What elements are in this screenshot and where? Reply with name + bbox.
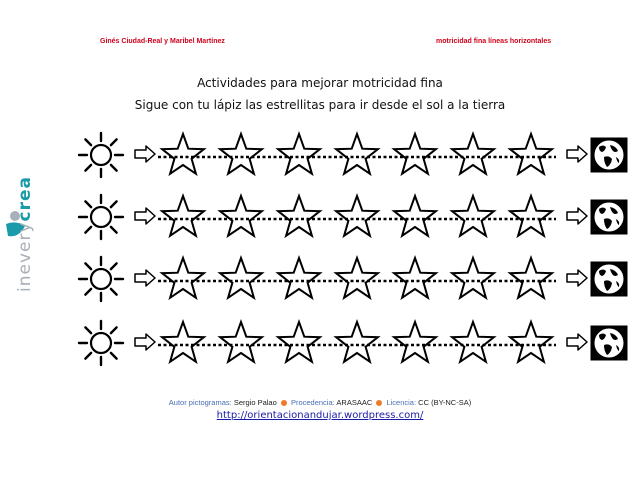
- arrow-right-icon: [566, 269, 588, 287]
- sun-icon: [75, 192, 127, 242]
- earth-icon: [590, 325, 628, 361]
- earth-icon: [590, 199, 628, 235]
- star-icon: [452, 196, 494, 236]
- star-icon: [162, 196, 204, 236]
- star-icon: [336, 258, 378, 298]
- bullet-dot-icon: [281, 400, 287, 406]
- star-path: [158, 318, 556, 368]
- page-title: Actividades para mejorar motricidad fina: [197, 76, 443, 90]
- author-label: Autor pictogramas:: [168, 398, 232, 407]
- arrow-right-icon: [134, 333, 156, 351]
- star-icon: [162, 258, 204, 298]
- star-icon: [452, 134, 494, 174]
- trace-row: [0, 318, 640, 368]
- star-icon: [162, 322, 204, 362]
- arrow-right-icon: [566, 333, 588, 351]
- arrow-right-icon: [566, 145, 588, 163]
- brand-part1: inevery: [15, 221, 35, 292]
- star-icon: [220, 134, 262, 174]
- header-topic: motricidad fina líneas horizontales: [436, 38, 552, 45]
- source-label: Procedencia:: [290, 398, 335, 407]
- star-icon: [452, 258, 494, 298]
- star-icon: [510, 258, 552, 298]
- author-name: Sergio Palao: [233, 398, 277, 407]
- star-icon: [278, 196, 320, 236]
- license-label: Licencia:: [386, 398, 417, 407]
- brand-part2: crea: [15, 176, 35, 222]
- source-name: ARASAAC: [336, 398, 373, 407]
- star-icon: [510, 134, 552, 174]
- star-icon: [336, 196, 378, 236]
- star-icon: [452, 322, 494, 362]
- earth-icon: [590, 137, 628, 173]
- arrow-right-icon: [134, 145, 156, 163]
- trace-row: [0, 192, 640, 242]
- trace-row: [0, 130, 640, 180]
- star-icon: [278, 258, 320, 298]
- star-path: [158, 192, 556, 242]
- license-name: CC (BY-NC-SA): [418, 398, 472, 407]
- blog-link[interactable]: http://orientacionandujar.wordpress.com/: [216, 410, 424, 421]
- arrow-right-icon: [134, 207, 156, 225]
- star-icon: [336, 322, 378, 362]
- credits: [0, 398, 640, 407]
- star-icon: [510, 322, 552, 362]
- star-icon: [394, 258, 436, 298]
- sun-icon: [75, 254, 127, 304]
- star-icon: [220, 196, 262, 236]
- sun-icon: [75, 130, 127, 180]
- earth-icon: [590, 261, 628, 297]
- arrow-right-icon: [134, 269, 156, 287]
- star-icon: [278, 322, 320, 362]
- star-path: [158, 130, 556, 180]
- sun-icon: [75, 318, 127, 368]
- arrow-right-icon: [566, 207, 588, 225]
- star-icon: [336, 134, 378, 174]
- star-icon: [510, 196, 552, 236]
- star-path: [158, 254, 556, 304]
- star-icon: [162, 134, 204, 174]
- star-icon: [394, 196, 436, 236]
- star-icon: [394, 134, 436, 174]
- star-icon: [278, 134, 320, 174]
- page-subtitle: Sigue con tu lápiz las estrellitas para ir desde el sol a la tierra: [134, 98, 506, 112]
- header-authors: Ginés Ciudad-Real y Maribel Martínez: [100, 38, 225, 45]
- star-icon: [220, 258, 262, 298]
- star-icon: [394, 322, 436, 362]
- star-icon: [220, 322, 262, 362]
- trace-row: [0, 254, 640, 304]
- bullet-dot-icon: [376, 400, 382, 406]
